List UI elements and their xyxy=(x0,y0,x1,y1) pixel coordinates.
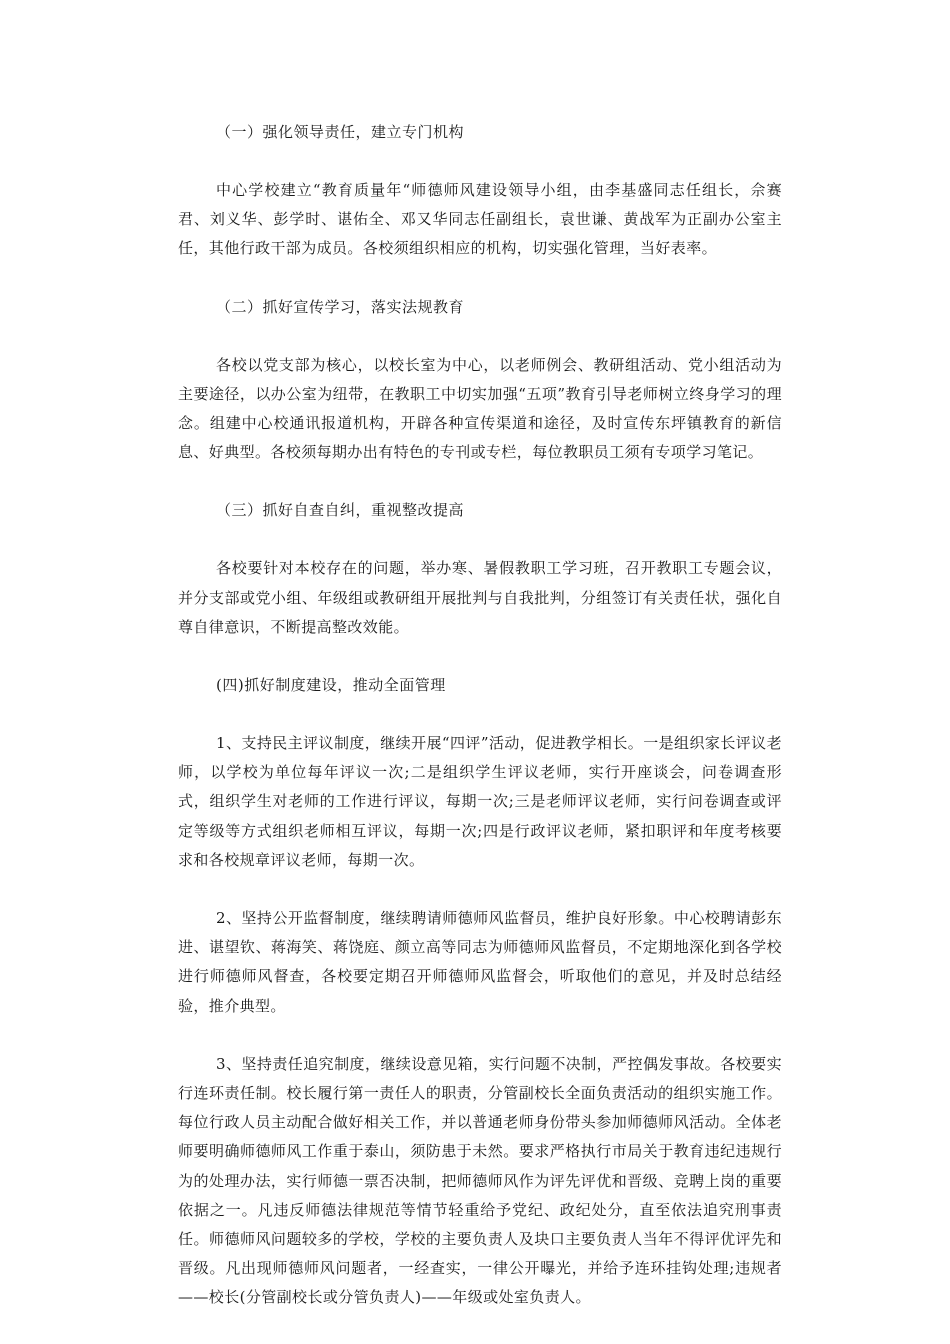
section-4-paragraph-3: 3、坚持责任追究制度，继续设意见箱，实行问题不决制，严控偶发事故。各校要实行连环责任制。校长履行第一责任人的职责，分管副校长全面负责活动的组织实施工作。每位行政人员主动配合做好相关工作，并以普通老师身份带头参加师德师风活动。全体老师要明确师德师风工作重于泰山，须防患于未然。要求严格执行市局关于教育违纪违规行为的处理办法，实行师德一票否决制，把师德师风作为评先评优和晋级、竞聘上岗的重要依据之一。凡违反师德法律规范等情节轻重给予党纪、政纪处分，直至依法追究刑事责任。师德师风问题较多的学校，学校的主要负责人及块口主要负责人当年不得评优评先和晋级。凡出现师德师风问题者，一经查实，一律公开曝光，并给予连环挂钩处理;违规者——校长(分管副校长或分管负责人)——年级或处室负责人。 xyxy=(178,1054,782,1307)
section-heading-4: (四)抓好制度建设，推动全面管理 xyxy=(216,676,446,695)
document-body xyxy=(178,118,782,1313)
section-heading-2: （二）抓好宣传学习，落实法规教育 xyxy=(216,297,465,316)
section-4-paragraph-2: 2、坚持公开监督制度，继续聘请师德师风监督员，维护良好形象。中心校聘请彭东进、谌望钦、蒋海笑、蒋饶庭、颜立高等同志为师德师风监督员，不定期地深化到各学校进行师德师风督查，各校要定期召开师德师风监督会，听取他们的意见，并及时总结经验，推介典型。 xyxy=(178,909,782,1015)
section-4-paragraph-1: 1、支持民主评议制度，继续开展“四评”活动，促进教学相长。一是组织家长评议老师，以学校为单位每年评议一次;二是组织学生评议老师，实行开座谈会，问卷调查形式，组织学生对老师的工作进行评议，每期一次;三是老师评议老师，实行问卷调查或评定等级等方式组织老师相互评议，每期一次;四是行政评议老师，紧扣职评和年度考核要求和各校规章评议老师，每期一次。 xyxy=(178,734,782,869)
section-heading-3: （三）抓好自查自纠，重视整改提高 xyxy=(216,501,465,520)
section-1-paragraph-1: 中心学校建立“教育质量年“师德师风建设领导小组，由李基盛同志任组长，佘赛君、刘义华、彭学时、谌佑全、邓又华同志任副组长，袁世谦、黄战军为正副办公室主任，其他行政干部为成员。各校须组织相应的机构，切实强化管理，当好表率。 xyxy=(178,181,782,258)
section-3-paragraph-1: 各校要针对本校存在的问题，举办寒、暑假教职工学习班，召开教职工专题会议，并分支部或党小组、年级组或教研组开展批判与自我批判，分组签订有关责任状，强化自尊自律意识，不断提高整改效能。 xyxy=(178,559,782,636)
section-2-paragraph-1: 各校以党支部为核心，以校长室为中心，以老师例会、教研组活动、党小组活动为主要途径，以办公室为纽带，在教职工中切实加强“五项”教育引导老师树立终身学习的理念。组建中心校通讯报道机构，开辟各种宣传渠道和途径，及时宣传东坪镇教育的新信息、好典型。各校须每期办出有特色的专刊或专栏，每位教职员工须有专项学习笔记。 xyxy=(178,355,782,462)
section-heading-1: （一）强化领导责任，建立专门机构 xyxy=(216,123,465,141)
